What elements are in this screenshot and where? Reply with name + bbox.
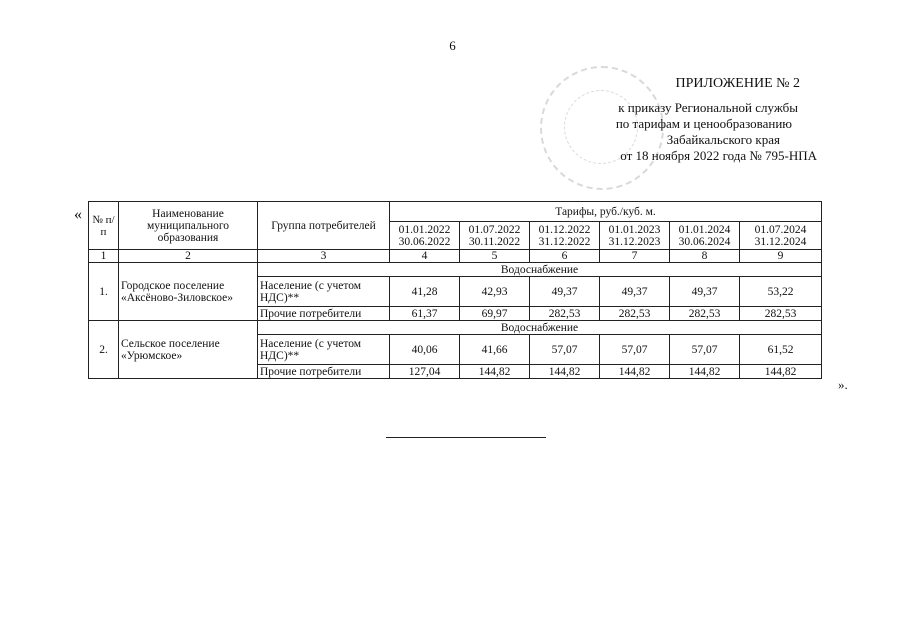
- tariff-value: 144,82: [670, 365, 740, 379]
- header-period: 01.01.2024 30.06.2024: [670, 222, 740, 250]
- tariff-value: 282,53: [530, 307, 600, 321]
- appendix-line: от 18 ноября 2022 года № 795-НПА: [620, 148, 817, 163]
- header-group: Группа потребителей: [258, 202, 390, 250]
- appendix-line: к приказу Региональной службы: [618, 100, 798, 115]
- col-number: 8: [670, 250, 740, 263]
- header-tariffs: Тарифы, руб./куб. м.: [390, 202, 822, 222]
- consumer-group: Население (с учетом НДС)**: [258, 277, 390, 307]
- col-number: 3: [258, 250, 390, 263]
- col-number: 6: [530, 250, 600, 263]
- tariff-value: 49,37: [600, 277, 670, 307]
- page-number: 6: [449, 38, 456, 53]
- appendix-title: ПРИЛОЖЕНИЕ № 2: [675, 76, 800, 91]
- appendix-line: по тарифам и ценообразованию: [615, 116, 792, 131]
- tariff-value: 282,53: [600, 307, 670, 321]
- header-name: Наименование муниципального образования: [119, 202, 258, 250]
- tariff-value: 61,37: [390, 307, 460, 321]
- tariff-value: 69,97: [460, 307, 530, 321]
- tariff-value: 144,82: [460, 365, 530, 379]
- header-period: 01.07.2022 30.11.2022: [460, 222, 530, 250]
- header-num: № п/п: [89, 202, 119, 250]
- tariff-value: 144,82: [740, 365, 822, 379]
- consumer-group: Прочие потребители: [258, 307, 390, 321]
- appendix-line: Забайкальского края: [666, 132, 780, 147]
- tariff-table: [88, 201, 822, 379]
- row-num: 2.: [89, 321, 119, 379]
- col-number: 5: [460, 250, 530, 263]
- tariff-value: 49,37: [670, 277, 740, 307]
- col-number: 9: [740, 250, 822, 263]
- header-period: 01.01.2022 30.06.2022: [390, 222, 460, 250]
- row-num: 1.: [89, 263, 119, 321]
- tariff-value: 144,82: [600, 365, 670, 379]
- tariff-value: 41,66: [460, 335, 530, 365]
- tariff-value: 41,28: [390, 277, 460, 307]
- section-label: Водоснабжение: [258, 321, 822, 335]
- col-number: 2: [119, 250, 258, 263]
- section-label: Водоснабжение: [258, 263, 822, 277]
- tariff-value: 57,07: [530, 335, 600, 365]
- tariff-value: 61,52: [740, 335, 822, 365]
- consumer-group: Прочие потребители: [258, 365, 390, 379]
- header-period: 01.01.2023 31.12.2023: [600, 222, 670, 250]
- tariff-value: 282,53: [740, 307, 822, 321]
- end-divider: [386, 437, 546, 438]
- municipality-name: Сельское поселение «Урюмское»: [119, 321, 258, 379]
- tariff-value: 282,53: [670, 307, 740, 321]
- appendix-header: [560, 76, 860, 164]
- consumer-group: Население (с учетом НДС)**: [258, 335, 390, 365]
- closing-quote: ».: [838, 377, 848, 392]
- header-period: 01.07.2024 31.12.2024: [740, 222, 822, 250]
- opening-quote: «: [74, 206, 82, 223]
- tariff-value: 53,22: [740, 277, 822, 307]
- tariff-value: 144,82: [530, 365, 600, 379]
- municipality-name: Городское поселение «Аксёново-Зиловское»: [119, 263, 258, 321]
- tariff-value: 57,07: [670, 335, 740, 365]
- tariff-value: 49,37: [530, 277, 600, 307]
- tariff-value: 40,06: [390, 335, 460, 365]
- tariff-value: 42,93: [460, 277, 530, 307]
- col-number: 7: [600, 250, 670, 263]
- col-number: 4: [390, 250, 460, 263]
- header-period: 01.12.2022 31.12.2022: [530, 222, 600, 250]
- tariff-value: 57,07: [600, 335, 670, 365]
- col-number: 1: [89, 250, 119, 263]
- tariff-value: 127,04: [390, 365, 460, 379]
